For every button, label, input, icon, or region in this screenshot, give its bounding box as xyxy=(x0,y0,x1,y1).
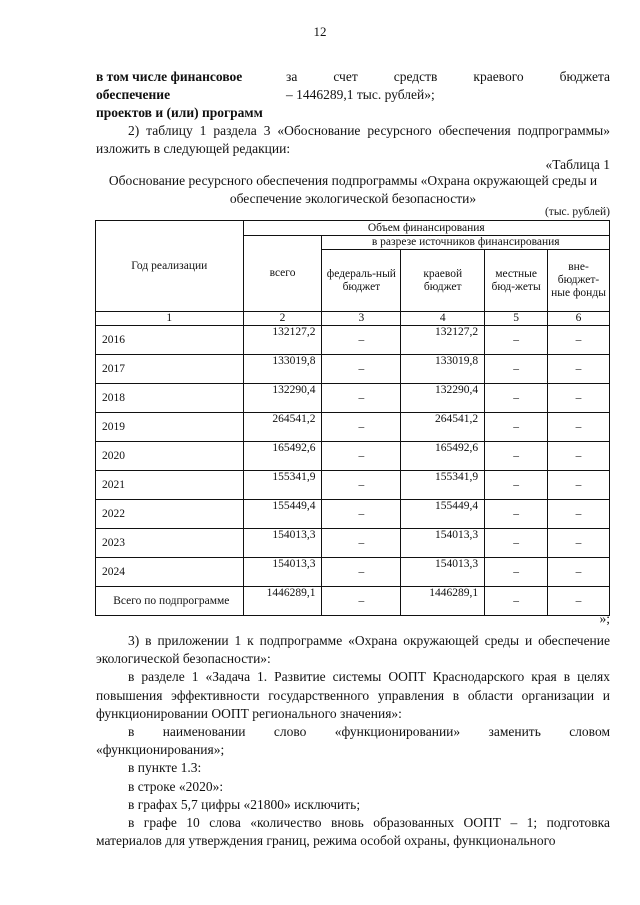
cell-local: – xyxy=(485,529,548,558)
cell-extra: – xyxy=(548,413,610,442)
cell-federal: – xyxy=(322,529,401,558)
cell-regional: 155449,4 xyxy=(401,500,485,529)
intro-text-1: за счет средств краевого бюджета xyxy=(286,69,610,84)
table-row xyxy=(96,471,610,500)
cell-regional: 132290,4 xyxy=(401,384,485,413)
intro-row-2 xyxy=(96,86,610,104)
cell-regional: 264541,2 xyxy=(401,413,485,442)
cell-local: – xyxy=(485,500,548,529)
cell-regional: 133019,8 xyxy=(401,355,485,384)
table-row xyxy=(96,442,610,471)
cell-extra: – xyxy=(548,587,610,616)
cell-federal: – xyxy=(322,442,401,471)
col-number-1: 1 xyxy=(96,312,244,326)
cell-year: 2017 xyxy=(96,355,244,384)
bottom-paragraph-7: в графе 10 слова «количество вновь образованных ООПТ – 1; подготовка материалов для утверждения границ, режима особой охраны, функционального xyxy=(96,815,610,849)
table-title: Обоснование ресурсного обеспечения подпрограммы «Охрана окружающей среды и обеспечение экологической безопасности» xyxy=(108,173,598,206)
intro-text-2: – 1446289,1 тыс. рублей»; xyxy=(286,87,435,102)
col-number-3: 3 xyxy=(322,312,401,326)
units-label: (тыс. рублей) xyxy=(544,206,610,218)
cell-year: 2018 xyxy=(96,384,244,413)
cell-regional: 154013,3 xyxy=(401,558,485,587)
cell-total: 132290,4 xyxy=(243,384,322,413)
bottom-paragraph-3: в наименовании слово «функционировании» заменить словом «функционирования»; xyxy=(96,724,610,758)
cell-local: – xyxy=(485,587,548,616)
table-row xyxy=(96,326,610,355)
bottom-text xyxy=(96,632,610,850)
header-regional: краевой бюджет xyxy=(401,250,485,312)
cell-extra: – xyxy=(548,529,610,558)
cell-year: 2019 xyxy=(96,413,244,442)
cell-regional: 165492,6 xyxy=(401,442,485,471)
header-extra: вне-бюджет-ные фонды xyxy=(548,250,610,312)
cell-local: – xyxy=(485,471,548,500)
intro-label-3: проектов и (или) программ xyxy=(96,105,263,120)
cell-local: – xyxy=(485,384,548,413)
cell-extra: – xyxy=(548,558,610,587)
cell-local: – xyxy=(485,413,548,442)
cell-total: 264541,2 xyxy=(243,413,322,442)
cell-year: Всего по подпрограмме xyxy=(96,587,244,616)
cell-extra: – xyxy=(548,471,610,500)
intro-text-cell-1 xyxy=(286,68,610,86)
cell-total: 155449,4 xyxy=(243,500,322,529)
bottom-paragraph-5: в строке «2020»: xyxy=(128,778,224,794)
cell-regional: 155341,9 xyxy=(401,471,485,500)
cell-total: 132127,2 xyxy=(243,326,322,355)
cell-year: 2020 xyxy=(96,442,244,471)
cell-extra: – xyxy=(548,442,610,471)
header-sources: в разрезе источников финансирования xyxy=(322,236,610,250)
cell-year: 2016 xyxy=(96,326,244,355)
cell-regional: 132127,2 xyxy=(401,326,485,355)
cell-federal: – xyxy=(322,500,401,529)
header-volume: Объем финансирования xyxy=(243,221,609,236)
page-number: 12 xyxy=(313,24,327,39)
intro-block xyxy=(96,68,610,122)
cell-federal: – xyxy=(322,558,401,587)
cell-extra: – xyxy=(548,500,610,529)
header-federal: федераль-ный бюджет xyxy=(322,250,401,312)
bottom-paragraph-1: 3) в приложении 1 к подпрограмме «Охрана окружающей среды и обеспечение экологической безопасности»: xyxy=(96,633,610,667)
cell-year: 2021 xyxy=(96,471,244,500)
table-row xyxy=(96,558,610,587)
cell-extra: – xyxy=(548,355,610,384)
table-row xyxy=(96,413,610,442)
cell-federal: – xyxy=(322,355,401,384)
col-number-6: 6 xyxy=(548,312,610,326)
header-local: местные бюд-жеты xyxy=(485,250,548,312)
cell-year: 2023 xyxy=(96,529,244,558)
bottom-paragraph-2: в разделе 1 «Задача 1. Развитие системы ООПТ Краснодарского края в целях повышения эффективности государственного управления в области организации и функционировании ООПТ регионального значения»: xyxy=(96,669,610,721)
cell-federal: – xyxy=(322,413,401,442)
header-total: всего xyxy=(243,236,322,312)
cell-total: 154013,3 xyxy=(243,529,322,558)
cell-total: 165492,6 xyxy=(243,442,322,471)
cell-extra: – xyxy=(548,384,610,413)
cell-year: 2024 xyxy=(96,558,244,587)
table-body xyxy=(96,326,610,616)
cell-local: – xyxy=(485,326,548,355)
cell-local: – xyxy=(485,355,548,384)
cell-total: 133019,8 xyxy=(243,355,322,384)
table-row xyxy=(96,529,610,558)
cell-federal: – xyxy=(322,471,401,500)
bottom-paragraph-6: в графах 5,7 цифры «21800» исключить; xyxy=(128,796,361,812)
paragraph-2: 2) таблицу 1 раздела 3 «Обоснование ресурсного обеспечения подпрограммы» изложить в следующей редакции: xyxy=(96,123,610,156)
cell-total: 154013,3 xyxy=(243,558,322,587)
cell-extra: – xyxy=(548,326,610,355)
table-label: «Таблица 1 xyxy=(545,157,610,172)
cell-total: 1446289,1 xyxy=(243,587,322,616)
cell-federal: – xyxy=(322,326,401,355)
cell-local: – xyxy=(485,442,548,471)
cell-regional: 1446289,1 xyxy=(401,587,485,616)
cell-local: – xyxy=(485,558,548,587)
table-end-mark: »; xyxy=(599,611,610,626)
financing-table xyxy=(95,220,610,616)
intro-label-1: в том числе финансовое xyxy=(96,69,243,84)
cell-total: 155341,9 xyxy=(243,471,322,500)
cell-regional: 154013,3 xyxy=(401,529,485,558)
bottom-paragraph-4: в пункте 1.3: xyxy=(128,760,202,776)
cell-year: 2022 xyxy=(96,500,244,529)
col-number-5: 5 xyxy=(485,312,548,326)
cell-federal: – xyxy=(322,587,401,616)
table-row xyxy=(96,384,610,413)
cell-federal: – xyxy=(322,384,401,413)
table-row xyxy=(96,355,610,384)
col-number-4: 4 xyxy=(401,312,485,326)
col-number-2: 2 xyxy=(243,312,322,326)
table-row xyxy=(96,500,610,529)
intro-label-2: обеспечение xyxy=(96,87,171,102)
header-year: Год реализации xyxy=(96,221,244,312)
intro-row-1 xyxy=(96,68,610,86)
table-row xyxy=(96,587,610,616)
